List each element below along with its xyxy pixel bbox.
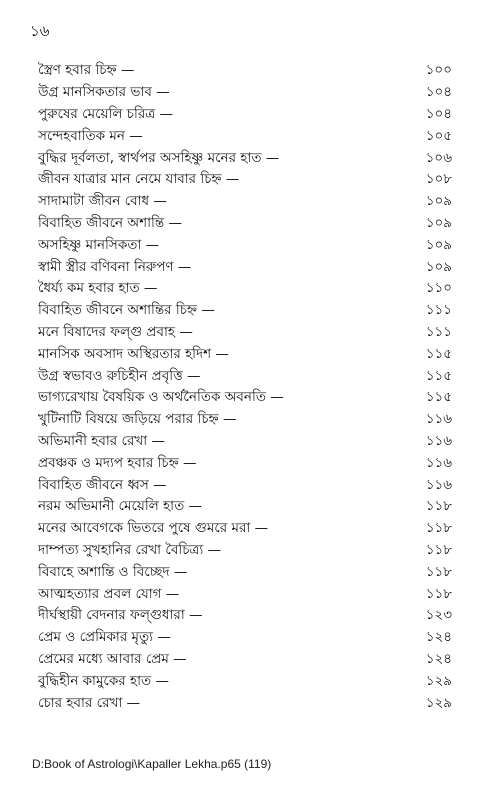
toc-entry-title: মানসিক অবসাদ অস্থিরতার হদিশ — [38,345,229,362]
toc-entry-title: বিবাহিত জীবনে ধ্বস — [38,476,167,493]
toc-entry-title: প্রেমের মধ্যে আবার প্রেম — [38,650,187,667]
toc-row [38,583,452,605]
toc-row [38,169,452,191]
toc-entry-title: স্বামী স্ত্রীর বণিবনা নিরুপণ — [38,258,192,275]
toc-entry-page: ১০০ [425,62,452,79]
toc-row [38,452,452,474]
toc-row [38,213,452,235]
toc-entry-page: ১০৫ [425,127,452,144]
toc-row [38,147,452,169]
toc-entry-title: অভিমানী হবার রেখা — [38,432,165,449]
toc-entry-page: ১১৮ [425,498,452,515]
toc-entry-page: ১১১ [425,323,452,340]
toc-row [38,234,452,256]
toc-entry-page: ১০৮ [425,171,452,188]
toc-entry-title: বিবাহিত জীবনে অশান্তির চিহ্ন — [38,302,215,319]
toc-entry-title: সাদামাটা জীবন বোধ — [38,193,167,210]
table-of-contents [38,60,452,714]
toc-entry-title: ধৈর্য্য কম হবার হাত — [38,280,158,297]
toc-entry-page: ১১৮ [425,541,452,558]
toc-row [38,627,452,649]
toc-row [38,278,452,300]
toc-entry-page: ১১৮ [425,585,452,602]
toc-entry-page: ১০৯ [425,258,452,275]
toc-row [38,365,452,387]
toc-entry-page: ১১৫ [425,345,452,362]
page-number: ১৬ [30,22,50,40]
toc-entry-title: নরম অভিমানী মেয়েলি হাত — [38,498,202,515]
file-footer: D:Book of Astrologi\Kapaller Lekha.p65 (119) [32,757,272,771]
toc-row [38,387,452,409]
toc-entry-title: বিবাহিত জীবনে অশান্তি — [38,214,182,231]
toc-row [38,256,452,278]
toc-entry-page: ১২৪ [425,650,452,667]
toc-entry-page: ১১৬ [425,454,452,471]
toc-entry-title: ভাগ্যরেখায় বৈষয়িক ও অর্থনৈতিক অবনতি — [38,389,284,406]
toc-entry-page: ১১৬ [425,432,452,449]
toc-entry-title: আত্মহত্যার প্রবল যোগ — [38,585,180,602]
toc-entry-title: দাম্পত্য সুখহানির রেখা বৈচিত্র্য — [38,541,222,558]
toc-entry-title: অসহিষ্ণু মানসিকতা — [38,236,160,253]
toc-entry-title: দীর্ঘস্থায়ী বেদনার ফল্গুধারা — [38,607,203,624]
toc-row [38,343,452,365]
toc-entry-title: উগ্র স্বভাবও রুচিহীন প্রবৃত্তি — [38,367,201,384]
toc-entry-page: ১১৫ [425,389,452,406]
toc-entry-page: ১০৯ [425,236,452,253]
toc-row [38,518,452,540]
toc-entry-page: ১০৪ [425,84,452,101]
toc-row [38,670,452,692]
toc-entry-title: প্রেম ও প্রেমিকার মৃত্যু — [38,629,171,646]
toc-row [38,82,452,104]
toc-row [38,474,452,496]
toc-row [38,409,452,431]
toc-entry-page: ১১৮ [425,520,452,537]
toc-entry-title: মনে বিষাদের ফল্গু প্রবাহ — [38,323,193,340]
toc-entry-page: ১১৮ [425,563,452,580]
toc-entry-title: স্ত্রৈণ হবার চিহ্ন — [38,62,135,79]
toc-entry-title: সন্দেহবাতিক মন — [38,127,143,144]
toc-entry-page: ১১৬ [425,411,452,428]
toc-row [38,692,452,714]
toc-row [38,104,452,126]
toc-entry-title: প্রবঞ্চক ও মদ্যপ হবার চিহ্ন — [38,454,197,471]
toc-row [38,540,452,562]
toc-row [38,300,452,322]
toc-row [38,496,452,518]
toc-entry-page: ১১৫ [425,367,452,384]
toc-entry-page: ১১০ [425,280,452,297]
toc-entry-page: ১১১ [425,302,452,319]
toc-entry-page: ১২৩ [425,607,452,624]
toc-entry-page: ১০৬ [425,149,452,166]
toc-entry-page: ১২৪ [425,629,452,646]
toc-row [38,561,452,583]
toc-entry-title: খুটিনাটি বিষয়ে জড়িয়ে পরার চিহ্ন — [38,411,237,428]
toc-entry-page: ১২৯ [425,694,452,711]
toc-entry-title: বুদ্ধিহীন কামুকের হাত — [38,672,169,689]
toc-entry-page: ১১৬ [425,476,452,493]
toc-entry-page: ১০৯ [425,214,452,231]
toc-entry-title: জীবন যাত্রার মান নেমে যাবার চিহ্ন — [38,171,240,188]
toc-entry-page: ১২৯ [425,672,452,689]
toc-entry-title: মনের আবেগকে ভিতরে পুষে গুমরে মরা — [38,520,269,537]
toc-row [38,322,452,344]
toc-row [38,649,452,671]
toc-row [38,191,452,213]
toc-entry-page: ১০৯ [425,193,452,210]
toc-entry-title: পুরুষের মেয়েলি চরিত্র — [38,106,173,122]
toc-row [38,60,452,82]
toc-entry-title: বিবাহে অশান্তি ও বিচ্ছেদ — [38,563,188,580]
toc-entry-title: বুদ্ধির দূর্বলতা, স্বার্থপর অসহিষ্ণু মনের হাত — [38,149,280,166]
toc-entry-page: ১০৪ [425,106,452,122]
toc-entry-title: উগ্র মানসিকতার ভাব — [38,84,170,101]
toc-entry-title: চোর হবার রেখা — [38,694,141,711]
toc-row [38,605,452,627]
toc-row [38,125,452,147]
toc-row [38,431,452,453]
